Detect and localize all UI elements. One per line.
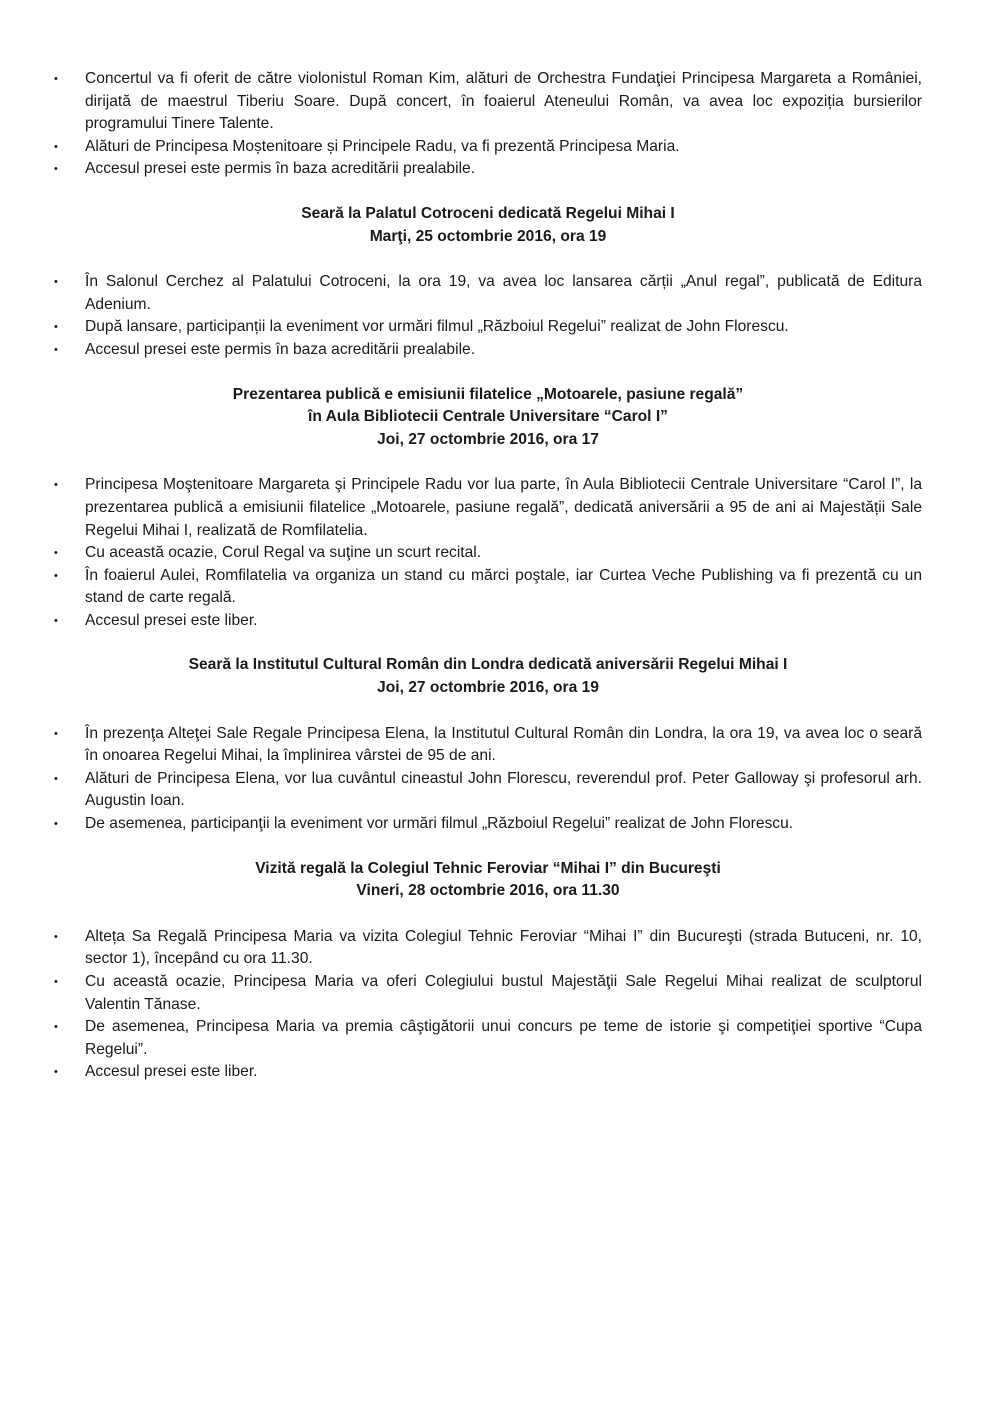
list-item [54,971,922,1016]
list-item-text: Principesa Moştenitoare Margareta şi Principele Radu vor lua parte, în Aula Bibliotecii Centrale Universitare “Carol I”, la prezentarea publică a emisiunii filatelice „Motoarele, pasiune regală”, dedicată aniversării a 95 de ani ai Majestății Sale Regelui Mihai I, realizată de Romfilatelia. [85,476,922,539]
section-bullet-list [54,474,922,632]
list-item-text: Cu această ocazie, Corul Regal va suţine un scurt recital. [85,544,482,562]
list-item [54,768,922,813]
list-item-text: În foaierul Aulei, Romfilatelia va organiza un stand cu mărci poştale, iar Curtea Veche Publishing va fi prezentă cu un stand de carte regală. [85,566,922,607]
section-date: Marţi, 25 octombrie 2016, ora 19 [369,227,607,245]
section-bullet-list [54,271,922,361]
list-item-text: În prezenţa Alteţei Sale Regale Principesa Elena, la Institutul Cultural Român din Londra, la ora 19, va avea loc o seară în onoarea Regelui Mihai, la împlinirea vârstei de 95 de ani. [85,724,922,765]
list-item [54,926,922,971]
list-item-text: După lansare, participanții la eveniment vor urmări filmul „Războiul Regelui” realizat de John Florescu. [85,318,789,336]
list-item [54,474,922,542]
list-item [54,610,922,633]
list-item-text: Accesul presei este liber. [85,1063,258,1081]
list-item [54,68,922,136]
section-title: Vizită regală la Colegiul Tehnic Feroviar “Mihai I” din Bucureşti [255,859,721,877]
list-item-text: Alteța Sa Regală Principesa Maria va vizita Colegiul Tehnic Feroviar “Mihai I” din Bucureşti (strada Butuceni, nr. 10, sector 1), începând cu ora 11.30. [85,927,922,968]
bullet-icon: • [54,140,58,153]
section-heading-filatelie [54,384,922,452]
list-item-text: Accesul presei este liber. [85,611,258,629]
section-heading-colegiu [54,858,922,903]
list-item-text: În Salonul Cerchez al Palatului Cotroceni, la ora 19, va avea loc lansarea cărții „Anul regal”, publicată de Editura Adenium. [85,273,922,313]
section-date: Joi, 27 octombrie 2016, ora 17 [377,430,599,448]
section-bullet-list [54,723,922,836]
list-item [54,565,922,610]
list-item-text: Accesul presei este permis în baza acreditării prealabile. [85,160,476,178]
list-item [54,813,922,836]
bullet-icon: • [54,343,58,356]
intro-bullet-list [54,68,922,181]
bullet-icon: • [54,163,58,176]
bullet-icon: • [54,321,58,334]
bullet-icon: • [54,1066,58,1079]
list-item [54,316,922,339]
bullet-icon: • [54,930,58,943]
bullet-icon: • [54,614,58,627]
bullet-icon: • [54,547,58,560]
bullet-icon: • [54,569,58,582]
list-item [54,1016,922,1061]
list-item [54,723,922,768]
section-title: Prezentarea publică e emisiunii filatelice „Motoarele, pasiune regală” [232,385,744,403]
bullet-icon: • [54,976,58,988]
list-item-text: Concertul va fi oferit de către violonistul Roman Kim, alături de Orchestra Fundaţiei Principesa Margareta a României, dirijată de maestrul Tiberiu Soare. După concert, în foaierul Ateneului Român, va avea loc expoziția bursierilor programului Tinere Talente. [85,70,922,133]
section-subtitle: în Aula Bibliotecii Centrale Universitare “Carol I” [308,408,668,426]
section-bullet-list [54,926,922,1084]
list-item [54,542,922,565]
list-item-text: De asemenea, participanţii la eveniment vor urmări filmul „Războiul Regelui” realizat de John Florescu. [85,815,794,833]
list-item-text: De asemenea, Principesa Maria va premia câştigătorii unui concurs pe teme de istorie şi competiţiei sportive “Cupa Regelui”. [85,1018,922,1058]
section-heading-londra [54,654,922,699]
section-title: Seară la Institutul Cultural Român din Londra dedicată aniversării Regelui Mihai I [188,656,788,674]
section-heading-cotroceni [54,203,922,248]
list-item-text: Cu această ocazie, Principesa Maria va oferi Colegiului bustul Majestăţii Sale Regelui Mihai realizat de sculptorul Valentin Tănase. [85,973,922,1013]
list-item-text: Alături de Principesa Moștenitoare și Principele Radu, va fi prezentă Principesa Maria. [85,137,680,155]
section-title: Seară la Palatul Cotroceni dedicată Regelui Mihai I [301,204,675,222]
bullet-icon: • [54,479,58,492]
section-date: Joi, 27 octombrie 2016, ora 19 [377,679,599,697]
list-item [54,339,922,362]
section-date: Vineri, 28 octombrie 2016, ora 11.30 [356,882,620,900]
list-item [54,1061,922,1084]
bullet-icon: • [54,276,58,289]
bullet-icon: • [54,727,58,740]
bullet-icon: • [54,772,58,785]
bullet-icon: • [54,73,58,85]
list-item [54,136,922,159]
list-item [54,271,922,316]
bullet-icon: • [54,1021,58,1034]
list-item-text: Alături de Principesa Elena, vor lua cuvântul cineastul John Florescu, reverendul prof. Peter Galloway şi profesorul arh. Augustin Ioan. [85,769,922,810]
list-item-text: Accesul presei este permis în baza acreditării prealabile. [85,340,476,358]
list-item [54,158,922,181]
bullet-icon: • [54,818,58,831]
